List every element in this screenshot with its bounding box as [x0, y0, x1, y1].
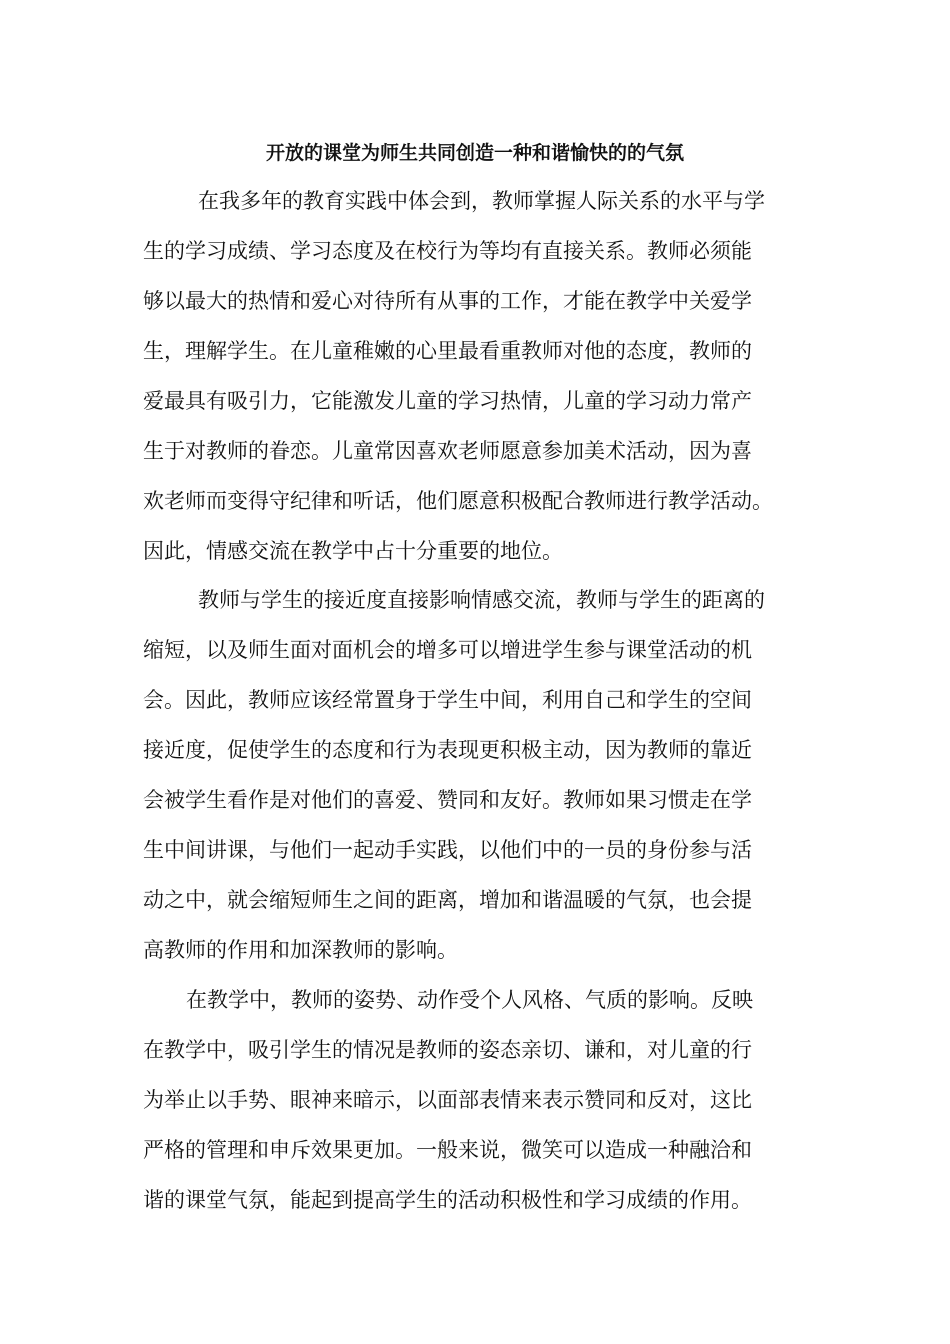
paragraph-2-line-2: 缩短，以及师生面对面机会的增多可以增进学生参与课堂活动的机	[143, 638, 752, 662]
paragraph-3-line-2: 在教学中，吸引学生的情况是教师的姿态亲切、谦和，对儿童的行	[143, 1038, 752, 1062]
paragraph-1-line-4: 生，理解学生。在儿童稚嫩的心里最看重教师对他的态度，教师的	[143, 339, 752, 363]
paragraph-1-line-2: 生的学习成绩、学习态度及在校行为等均有直接关系。教师必须能	[143, 239, 752, 263]
paragraph-2-line-6: 生中间讲课，与他们一起动手实践，以他们中的一员的身份参与活	[143, 838, 752, 862]
document-title: 开放的课堂为师生共同创造一种和谐愉快的的气氛	[265, 142, 684, 164]
paragraph-2-line-3: 会。因此，教师应该经常置身于学生中间，利用自己和学生的空间	[143, 688, 752, 712]
paragraph-1-line-5: 爱最具有吸引力，它能激发儿童的学习热情，儿童的学习动力常产	[143, 389, 752, 413]
paragraph-1-line-1: 在我多年的教育实践中体会到，教师掌握人际关系的水平与学	[198, 189, 765, 213]
paragraph-3-line-4: 严格的管理和申斥效果更加。一般来说，微笑可以造成一种融洽和	[143, 1138, 752, 1162]
paragraph-1-line-7: 欢老师而变得守纪律和听话，他们愿意积极配合教师进行教学活动。	[143, 489, 773, 513]
paragraph-2-line-7: 动之中，就会缩短师生之间的距离，增加和谐温暖的气氛，也会提	[143, 888, 752, 912]
paragraph-1-line-6: 生于对教师的眷恋。儿童常因喜欢老师愿意参加美术活动，因为喜	[143, 439, 752, 463]
paragraph-3-line-3: 为举止以手势、眼神来暗示，以面部表情来表示赞同和反对，这比	[143, 1088, 752, 1112]
paragraph-2-line-5: 会被学生看作是对他们的喜爱、赞同和友好。教师如果习惯走在学	[143, 788, 752, 812]
paragraph-2-line-8: 高教师的作用和加深教师的影响。	[143, 938, 458, 962]
paragraph-1-line-3: 够以最大的热情和爱心对待所有从事的工作，才能在教学中关爱学	[143, 289, 752, 313]
paragraph-3-line-5: 谐的课堂气氛，能起到提高学生的活动积极性和学习成绩的作用。	[143, 1188, 752, 1212]
paragraph-3-line-1: 在教学中，教师的姿势、动作受个人风格、气质的影响。反映	[186, 988, 753, 1012]
paragraph-2-line-4: 接近度，促使学生的态度和行为表现更积极主动，因为教师的靠近	[143, 738, 752, 762]
paragraph-2-line-1: 教师与学生的接近度直接影响情感交流，教师与学生的距离的	[198, 588, 765, 612]
paragraph-1-line-8: 因此，情感交流在教学中占十分重要的地位。	[143, 539, 563, 563]
